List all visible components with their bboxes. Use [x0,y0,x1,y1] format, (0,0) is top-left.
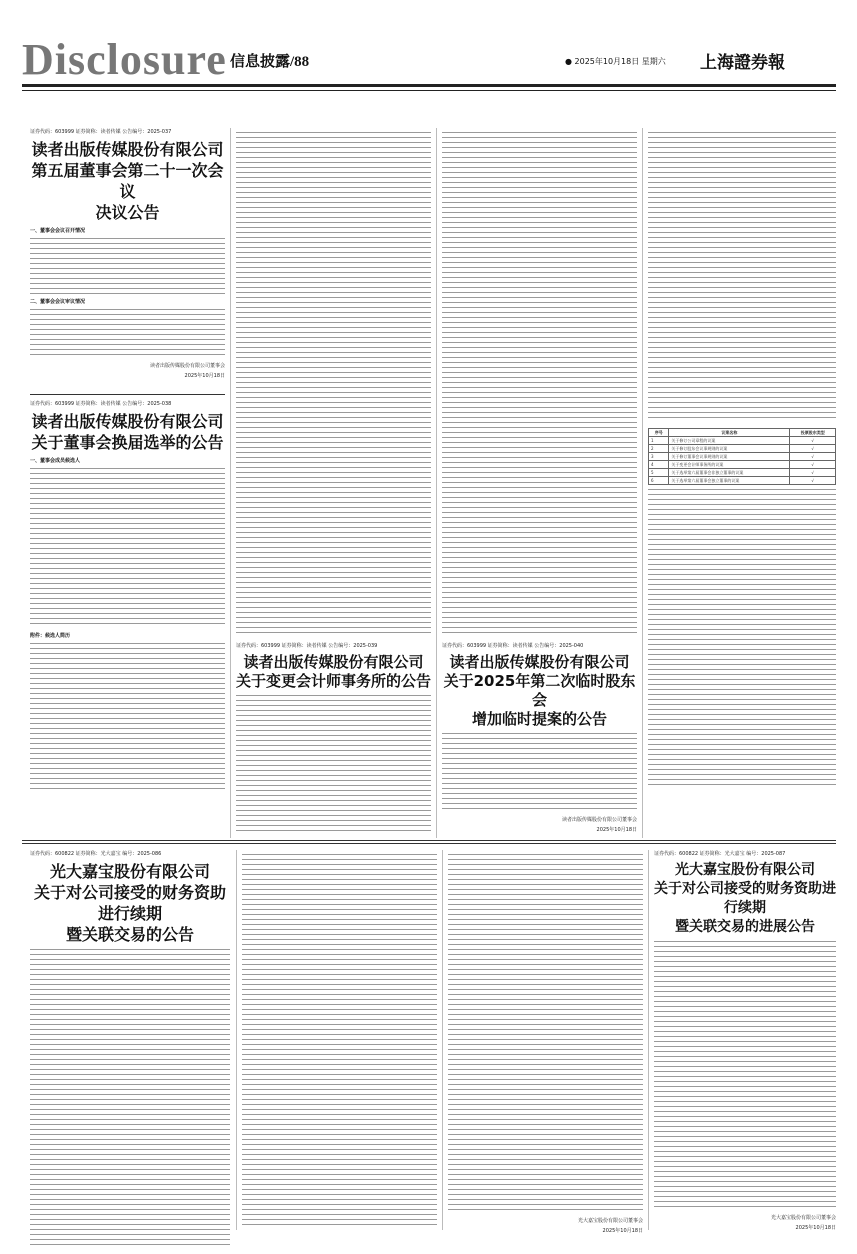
body-text-block [448,854,643,1214]
section-heading: 附件：候选人简历 [30,633,71,639]
article-code: 证券代码：600822 证券简称：光大嘉宝 编号：2025-087 [654,851,786,857]
signature-date: 2025年10月18日 [795,1225,836,1231]
table-row [649,477,836,485]
table-cell: 6 [649,477,669,485]
body-text-block [648,489,836,789]
article-financial-aid-renewal [30,850,230,1230]
table-row [649,469,836,477]
column-rule [442,850,443,1230]
body-text-block [30,643,225,793]
masthead-rule-thin [22,90,836,91]
table-cell: 关于变更会计师事务所的议案 [669,461,790,469]
title-line: 关于董事会换届选举的公告 [31,433,224,452]
title-line: 关于对公司接受的财务资助进行续期 [33,883,226,923]
section-heading: 二、董事会会议审议情况 [30,299,86,305]
title-line: 暨关联交易的公告 [65,925,194,944]
body-text-block [236,695,431,835]
column-rule [642,128,643,838]
article-auditor-change [236,642,431,837]
body-text-block [30,468,225,628]
signature: 光大嘉宝股份有限公司董事会 [577,1218,643,1224]
table-cell: √ [790,469,836,477]
continuation-column-1 [236,128,431,638]
article-code: 证券代码：603999 证券简称：读者传媒 公告编号：2025-037 [30,129,172,135]
signature-date: 2025年10月18日 [184,373,225,379]
article-title [236,653,431,691]
article-title [654,861,836,937]
body-text-block [442,733,637,813]
table-row [649,445,836,453]
table-row [649,437,836,445]
table-cell: 3 [649,453,669,461]
section-title [230,50,309,71]
table-row [649,453,836,461]
title-line: 读者出版传媒股份有限公司 [449,653,630,671]
masthead-rule [22,84,836,87]
table-cell: 2 [649,445,669,453]
table-header-row [649,429,836,437]
continuation-column-3 [242,850,437,1230]
table-cell: 关于修订董事会议事规则的议案 [669,453,790,461]
article-code: 证券代码：603999 证券简称：读者传媒 公告编号：2025-040 [442,643,584,649]
divider [30,394,225,395]
column-rule [436,128,437,838]
section-divider [22,840,836,841]
title-line: 关于变更会计师事务所的公告 [236,672,432,690]
title-line: 光大嘉宝股份有限公司 [49,862,210,881]
body-text-block [30,309,225,359]
continuation-column-4 [448,850,643,1234]
title-line: 第五届董事会第二十一次会议 [31,161,224,201]
article-shareholder-meeting [442,642,637,837]
section-heading: 一、董事会成员候选人 [30,458,81,464]
body-text-block [30,238,225,294]
signature: 读者出版传媒股份有限公司董事会 [561,817,637,823]
article-board-resolution [30,128,225,390]
table-cell: √ [790,477,836,485]
article-board-election [30,400,225,835]
title-line: 增加临时提案的公告 [471,710,607,728]
article-title [442,653,637,729]
table-header: 投票股东类型 [790,429,836,437]
table-cell: 关于选举第六届董事会独立董事的议案 [669,477,790,485]
title-line: 读者出版传媒股份有限公司 [31,412,224,431]
table-row [649,461,836,469]
newspaper-logo: 上海證券報 [700,53,785,73]
body-text-block [30,949,230,1249]
table-cell: 5 [649,469,669,477]
continuation-column-2 [442,128,637,638]
proposal-table [648,428,836,485]
table-cell: 关于修订股东会议事规则的议案 [669,445,790,453]
signature-date: 2025年10月18日 [602,1228,643,1234]
article-title [30,861,230,945]
signature-date: 2025年10月18日 [596,827,637,833]
article-code: 证券代码：603999 证券简称：读者传媒 公告编号：2025-038 [30,401,172,407]
article-title [30,411,225,453]
title-line: 读者出版传媒股份有限公司 [243,653,424,671]
column-rule [236,850,237,1230]
table-cell: √ [790,453,836,461]
article-title [30,139,225,223]
section-divider-thin [22,843,836,844]
table-cell: 关于选举第六届董事会非独立董事的议案 [669,469,790,477]
body-text-block [236,132,431,637]
signature: 光大嘉宝股份有限公司董事会 [770,1215,836,1221]
body-text-block [648,132,836,422]
body-text-block [654,941,836,1211]
table-cell: 4 [649,461,669,469]
section-name: 信息披露 [230,52,291,70]
title-line: 关于2025年第二次临时股东会 [443,672,636,709]
table-header: 议案名称 [669,429,790,437]
masthead [0,0,857,92]
title-line: 决议公告 [95,203,160,222]
title-line: 光大嘉宝股份有限公司 [675,862,815,878]
table-cell: √ [790,437,836,445]
title-line: 暨关联交易的进展公告 [675,919,815,935]
title-line: 读者出版传媒股份有限公司 [31,140,224,159]
article-code: 证券代码：600822 证券简称：光大嘉宝 编号：2025-086 [30,851,162,857]
body-text-block [442,132,637,637]
column-rule [648,850,649,1230]
article-code: 证券代码：603999 证券简称：读者传媒 公告编号：2025-039 [236,643,378,649]
article-financial-aid-progress [654,850,836,1230]
brand-wordmark: Disclosure [22,35,227,84]
column-rule [230,128,231,838]
issue-date: ● 2025年10月18日 星期六 [565,57,666,66]
page-number: /88 [290,54,310,70]
table-header: 序号 [649,429,669,437]
section-heading: 一、董事会会议召开情况 [30,228,86,234]
table-cell: 1 [649,437,669,445]
table-cell: √ [790,461,836,469]
title-line: 关于对公司接受的财务资助进行续期 [654,881,836,916]
table-cell: √ [790,445,836,453]
signature: 读者出版传媒股份有限公司董事会 [149,363,225,369]
article-meeting-continued [648,128,836,833]
body-text-block [242,854,437,1229]
table-cell: 关于修订公司章程的议案 [669,437,790,445]
